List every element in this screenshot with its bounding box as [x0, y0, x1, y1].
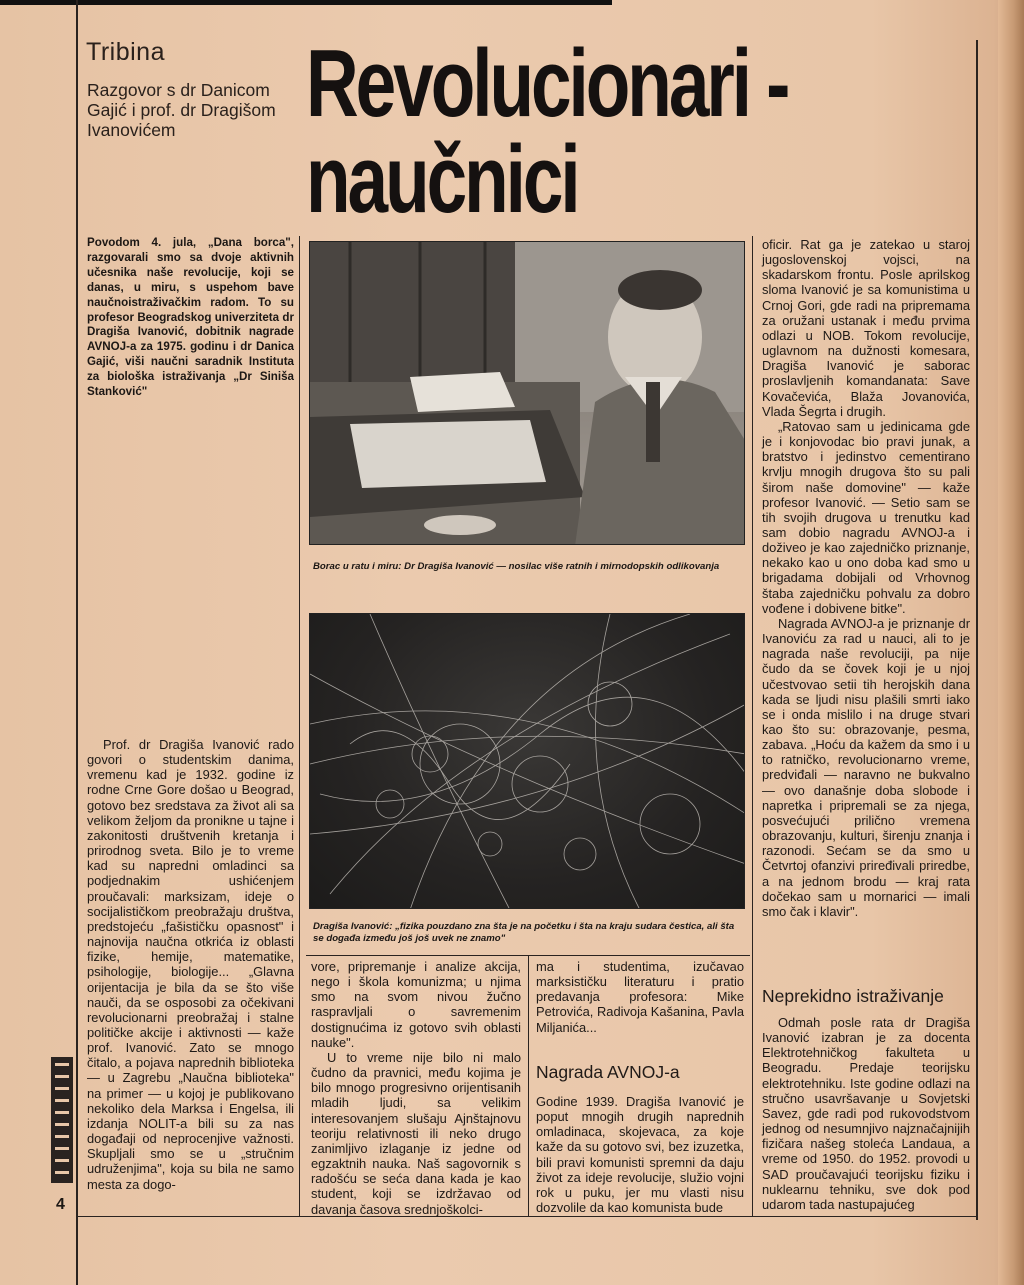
text-column-2: [311, 959, 521, 1217]
bottom-rule: [76, 1216, 976, 1217]
photo-caption-2: Dragiša Ivanović: „fizika pouzdano zna šta je na početku i šta na kraju sudara čestica, ali šta se događa između još još uvek ne znamo": [313, 921, 735, 944]
top-strip: [0, 0, 612, 5]
column-3-paragraph-1: ma i studentima, izučavao marksističku literaturu i pratio predavanja profesora: Mike Petrovića, Radivoja Kašanina, Pavla Miljanića...: [536, 959, 744, 1035]
column-4-paragraph-4: Odmah posle rata dr Dragiša Ivanović izabran je za docenta Elektrotehničkog fakulteta u Beogradu. Predaje teorijsku elektrotehniku. Iste godine odlazi na stručno usavršavanje u Sovjetski Savez, gde radi pod rukovodstvom jednog od nesumnjivo najznačajnijih fizičara našeg stoleća Landaua, a vreme od 1950. do 1952. provodi u SAD proučavajući teorijsku fiziku i nuklearnu tehniku, sve dok pod udarom tada nastupajućeg: [762, 1015, 970, 1212]
photo-particle-tracks: [309, 613, 745, 909]
subhead-istrazivanje: Neprekidno istraživanje: [762, 986, 944, 1006]
column-2-paragraph-2: U to vreme nije bilo ni malo čudno da pravnici, među kojima je bilo mnogo progresivno orijentisanih mladih ljudi, sa velikim interesovanjem slušaju Ajnštajnovu teoriju relativnosti ili neko drugo zanimljivo izlaganje iz jedne od egzaktnih nauka. Naš sagovornik s radošću se seća dana kada je kao student, koji se izdržavao od davanja časova srednjoškolci-: [311, 1049, 521, 1217]
section-label: Tribina: [86, 38, 165, 66]
headline-line-2: naučnici: [306, 126, 578, 233]
column-4-paragraph-2: „Ratovao sam u jedinicama gde je i konjovodac bio pravi junak, a bratstvo i jedinstvo cementirano krvlju mnogih drugova što su pali širom naše domovine" — kaže profesor Ivanović. — Setio sam se tih svojih drugova u trenutku kad sam dobio nagradu AVNOJ-a i doživeo je kao zajedničko priznanje, nekako kao u ono doba kad smo u brigadama dobijali od Vrhovnog štaba zajedničku pohvalu za dobro vođene i dobivene bitke".: [762, 418, 970, 616]
column-2-paragraph-1: vore, pripremanje i analize akcija, nego i škola komunizma; u njima smo na svom nivou žučno raspravljali o savremenim dostignućima iz gotovo svih oblasti nauke".: [311, 959, 521, 1050]
column-rule-1: [299, 236, 300, 1216]
column-3-paragraph-2: Godine 1939. Dragiša Ivanović je poput mnogih drugih naprednih omladinaca, skojevaca, za koje kaže da su gotovo svi, bez izuzetka, bili pravi komunisti spremni da daju život za ideje revolucije, služio vojni rok u puku, jer mu vlasti nisu dozvolile da kao komunista bude: [536, 1094, 744, 1216]
photo-caption-1: Borac u ratu i miru: Dr Dragiša Ivanović — nosilac više ratnih i mirnodopskih odlikovanja: [313, 561, 720, 572]
column-rule-3: [752, 236, 753, 1216]
particle-tracks-illustration: [310, 614, 745, 909]
text-column-4b: [762, 1015, 970, 1212]
binding-shadow: [998, 0, 1024, 1285]
text-column-1: [87, 737, 294, 1192]
photo-portrait: [309, 241, 745, 545]
article-lead: Povodom 4. jula, „Dana borca", razgovarali smo sa dvoje aktivnih učesnika naše revolucije, koji se danas, u miru, s uspehom bave naučnoistraživačkim radom. To su profesor Beogradskog univerziteta dr Dragiša Ivanović, dobitnik nagrade AVNOJ-a za 1975. godinu i dr Danica Gajić, viši naučni saradnik Instituta za biološka istraživanja „Dr Siniša Stanković": [87, 236, 294, 399]
headline-line-1: Revolucionari -: [306, 30, 788, 137]
article-subtitle: Razgovor s dr Danicom Gajić i prof. dr Dragišom Ivanovićem: [87, 80, 276, 140]
article-headline: [306, 30, 788, 233]
column-1-paragraph: Prof. dr Dragiša Ivanović rado govori o studentskim danima, vremenu kad je 1932. godine iz rodne Crne Gore došao u Beograd, gotovo bez sredstava za život ali sa velikom željom da pronikne u tajne i zakonitosti društvenih kretanja i prirodnog sveta. Bilo je to vreme kad su napredni omladinci sa podjednakim ushićenjem proučavali: marksizam, ideje o socijalističkom preobražaju društva, predstojeću „fašističku opasnost" i najnovija naučna otkrića iz oblasti fizike, hemije, matematike, psihologije, biologije... „Glavna orijentacija je bila da se što više nauči, da se osposobi za očekivani revolucionarni preobražaj i stalne političke akcije i aktivnosti — kaže prof. Ivanović. Zato se mnogo čitalo, a pojava naprednih biblioteka — u Zagrebu „Naučna biblioteka" na primer — u kojoj je publikovano nekoliko dela Marksa i Engelsa, ili izdanja NOLIT-a bili su za nas događaji od neprocenjive važnosti. Skupljali smo se u „stručnim udruženjima", koja su bila ne samo mesta za dogo-: [87, 737, 294, 1192]
subhead-nagrada: Nagrada AVNOJ-a: [536, 1062, 680, 1082]
caption-rule: [306, 955, 750, 956]
column-rule-2: [528, 955, 529, 1217]
portrait-illustration: [310, 242, 745, 545]
galaksija-logo-icon: [49, 1055, 75, 1185]
column-4-paragraph-1: oficir. Rat ga je zatekao u staroj jugoslovenskoj vojsci, na skadarskom frontu. Posle aprilskog sloma Ivanović je sa komunistima u Crnoj Gori, gde radi na pripremama za oružani ustanak i među prvima odlazi u NOB. Tokom revolucije, uglavnom na dužnosti komesara, Dragiša Ivanović je saborac proslavljenih komandanata: Save Kovačevića, Blaža Jovanovića, Vlada Šegrta i drugih.: [762, 237, 970, 419]
magazine-logo: [49, 1055, 75, 1185]
right-margin-rule: [976, 40, 978, 1220]
text-column-3: [536, 959, 744, 1035]
page-number: 4: [56, 1196, 65, 1213]
left-margin-rule: [76, 0, 78, 1285]
text-column-3b: [536, 1094, 744, 1215]
text-column-4: [762, 237, 970, 919]
column-4-paragraph-3: Nagrada AVNOJ-a je priznanje dr Ivanoviću za rad u nauci, ali to je nagrada naše revoluciji, pa nije čudo da se čovek koji je u njoj učestvovao setii tih herojskih dana kada se ljudi nisu plašili smrti iako se i onda mislilo i na druge stvari kao što su: obrazovanje, pesma, zabava. „Hoću da kažem da smo i u to ratničko, revolucionarno vreme, predviđali — naravno ne bukvalno — ovo današnje doba slobode i napretka i pripremali se za njega, posvećujući prilično vremena obrazovanju, kulturi, širenju znanja i razonodi. Sećam se da smo u Četvrtoj ofanzivi priređivali priredbe, a na jednom brodu — kraj rata dočekao sam u mornarici — imali smo čak i klavir".: [762, 615, 970, 919]
